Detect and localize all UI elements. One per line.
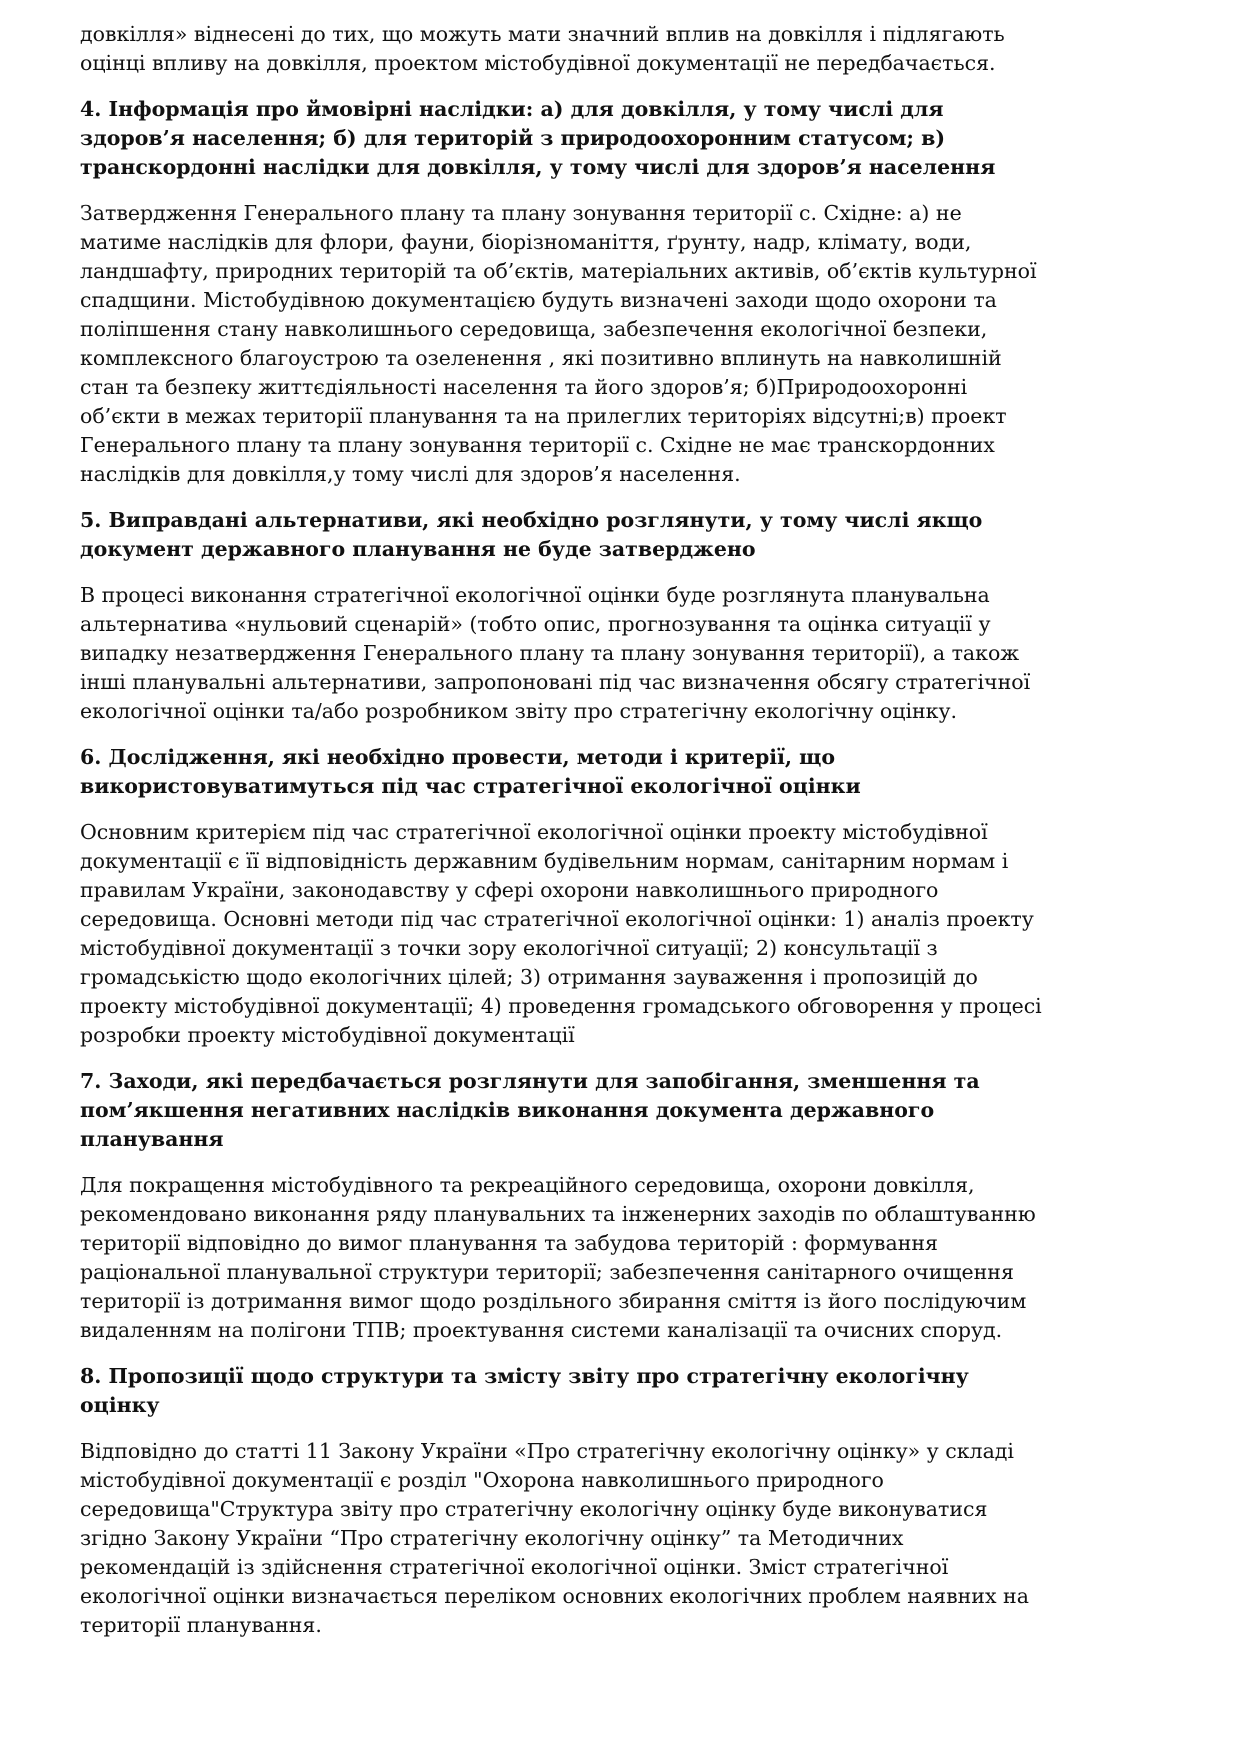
- heading-line: 6. Дослідження, які необхідно провести, методи і критерії, що: [80, 745, 835, 769]
- section-5-body: [80, 581, 1170, 726]
- heading-line: 8. Пропозиції щодо структури та змісту звіту про стратегічну екологічну: [80, 1364, 969, 1388]
- text-line: рекомендацій із здійснення стратегічної екологічної оцінки. Зміст стратегічної: [80, 1555, 949, 1579]
- text-line: довкілля» віднесені до тих, що можуть мати значний вплив на довкілля і підлягають: [80, 22, 1005, 46]
- heading-line: 5. Виправдані альтернативи, які необхідно розглянути, у тому числі якщо: [80, 508, 983, 532]
- text-line: Основним критерієм під час стратегічної екологічної оцінки проекту містобудівної: [80, 820, 988, 844]
- text-line: Затвердження Генерального плану та плану зонування території с. Східне: а) не: [80, 201, 962, 225]
- text-line: інші планувальні альтернативи, запропоновані під час визначення обсягу стратегічної: [80, 670, 1031, 694]
- text-line: проекту містобудівної документації; 4) проведення громадського обговорення у процесі: [80, 994, 1042, 1018]
- text-line: середовища"Структура звіту про стратегічну екологічну оцінку буде виконуватися: [80, 1497, 988, 1521]
- text-line: спадщини. Містобудівною документацією будуть визначені заходи щодо охорони та: [80, 288, 997, 312]
- heading-line: планування: [80, 1127, 224, 1151]
- section-7-heading: [80, 1067, 1170, 1154]
- text-line: ландшафту, природних територій та об’єктів, матеріальних активів, об’єктів культурної: [80, 259, 1037, 283]
- section-5-heading: [80, 506, 1170, 564]
- text-line: згідно Закону України “Про стратегічну екологічну оцінку” та Методичних: [80, 1526, 904, 1550]
- text-line: об’єкти в межах території планування та на прилеглих територіях відсутні;в) проект: [80, 404, 1007, 428]
- heading-line: пом’якшення негативних наслідків виконання документа державного: [80, 1098, 935, 1122]
- text-line: території відповідно до вимог планування та забудова територій : формування: [80, 1231, 938, 1255]
- text-line: раціональної планувальної структури території; забезпечення санітарного очищення: [80, 1260, 1014, 1284]
- section-4-heading: [80, 95, 1170, 182]
- section-8-heading: [80, 1362, 1170, 1420]
- heading-line: оцінку: [80, 1393, 160, 1417]
- text-line: видаленням на полігони ТПВ; проектування системи каналізації та очисних споруд.: [80, 1318, 1003, 1342]
- text-line: території із дотримання вимог щодо роздільного збирання сміття із його послідуючим: [80, 1289, 1027, 1313]
- text-line: території планування.: [80, 1613, 322, 1637]
- text-line: альтернатива «нульовий сценарій» (тобто опис, прогнозування та оцінка ситуації у: [80, 612, 991, 636]
- heading-line: 4. Інформація про ймовірні наслідки: а) для довкілля, у тому числі для: [80, 97, 944, 121]
- section-6-body: [80, 818, 1170, 1050]
- text-line: розробки проекту містобудівної документації: [80, 1023, 575, 1047]
- text-line: Генерального плану та плану зонування території с. Східне не має транскордонних: [80, 433, 995, 457]
- heading-line: здоров’я населення; б) для територій з природоохоронним статусом; в): [80, 126, 946, 150]
- intro-paragraph: [80, 20, 1170, 78]
- text-line: поліпшення стану навколишнього середовища, забезпечення екологічної безпеки,: [80, 317, 988, 341]
- text-line: Відповідно до статті 11 Закону України «Про стратегічну екологічну оцінку» у складі: [80, 1439, 1014, 1463]
- text-line: містобудівної документації з точки зору екологічної ситуації; 2) консультації з: [80, 936, 938, 960]
- section-6-heading: [80, 743, 1170, 801]
- document-page: [80, 20, 1170, 1640]
- text-line: рекомендовано виконання ряду планувальних та інженерних заходів по облаштуванню: [80, 1202, 1036, 1226]
- heading-line: 7. Заходи, які передбачається розглянути для запобігання, зменшення та: [80, 1069, 980, 1093]
- text-line: наслідків для довкілля,у тому числі для здоров’я населення.: [80, 462, 741, 486]
- text-line: стан та безпеку життєдіяльності населення та його здоров’я; б)Природоохоронні: [80, 375, 968, 399]
- text-line: містобудівної документації є розділ "Охорона навколишнього природного: [80, 1468, 884, 1492]
- text-line: громадськістю щодо екологічних цілей; 3) отримання зауваження і пропозицій до: [80, 965, 978, 989]
- text-line: комплексного благоустрою та озеленення , які позитивно вплинуть на навколишній: [80, 346, 1002, 370]
- text-line: екологічної оцінки та/або розробником звіту про стратегічну екологічну оцінку.: [80, 699, 958, 723]
- section-8-body: [80, 1437, 1170, 1640]
- heading-line: документ державного планування не буде затверджено: [80, 537, 756, 561]
- text-line: екологічної оцінки визначається переліком основних екологічних проблем наявних на: [80, 1584, 1029, 1608]
- section-7-body: [80, 1171, 1170, 1345]
- text-line: В процесі виконання стратегічної екологічної оцінки буде розглянута планувальна: [80, 583, 990, 607]
- text-line: Для покращення містобудівного та рекреаційного середовища, охорони довкілля,: [80, 1173, 975, 1197]
- text-line: матиме наслідків для флори, фауни, біорізноманіття, ґрунту, надр, клімату, води,: [80, 230, 972, 254]
- heading-line: транскордонні наслідки для довкілля, у тому числі для здоров’я населення: [80, 155, 996, 179]
- text-line: випадку незатвердження Генерального плану та плану зонування території), а також: [80, 641, 1020, 665]
- text-line: документації є її відповідність державним будівельним нормам, санітарним нормам і: [80, 849, 1009, 873]
- text-line: правилам України, законодавству у сфері охорони навколишнього природного: [80, 878, 939, 902]
- text-line: середовища. Основні методи під час стратегічної екологічної оцінки: 1) аналіз проекту: [80, 907, 1034, 931]
- text-line: оцінці впливу на довкілля, проектом містобудівної документації не передбачається.: [80, 51, 996, 75]
- heading-line: використовуватимуться під час стратегічної екологічної оцінки: [80, 774, 861, 798]
- section-4-body: [80, 199, 1170, 489]
